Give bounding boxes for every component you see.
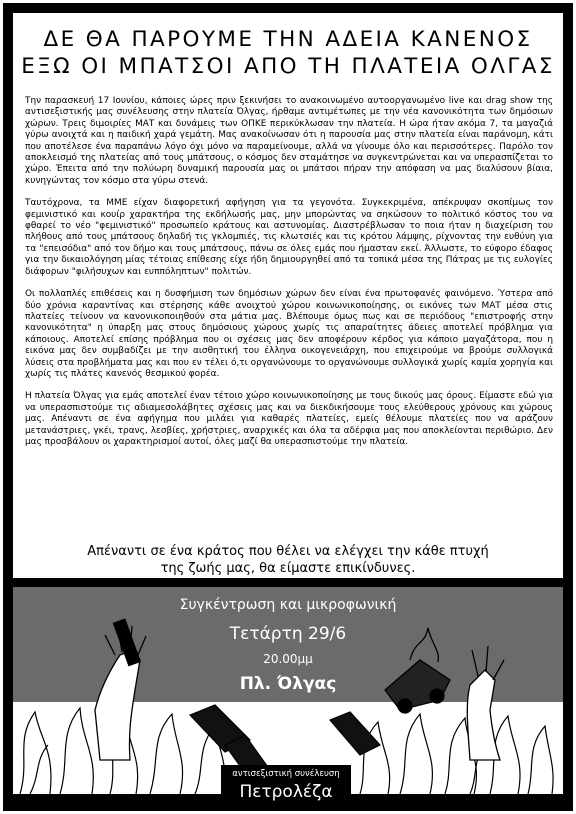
title-line-2: ΕΞΩ ΟΙ ΜΠΑΤΣΟΙ ΑΠΟ ΤΗ ΠΛΑΤΕΙΑ ΟΛΓΑΣ xyxy=(21,54,555,79)
footer-email: petroleza@riseup.net xyxy=(14,796,100,805)
group-logo xyxy=(221,765,351,809)
closing-line-2: της ζωής μας, θα είμαστε επικίνδυνες. xyxy=(160,561,416,576)
title-line-1: ΔΕ ΘΑ ΠΑΡΟΥΜΕ ΤΗΝ ΑΔΕΙΑ ΚΑΝΕΝΟΣ xyxy=(43,27,533,52)
paragraph: Ταυτόχρονα, τα ΜΜΕ είχαν διαφορετική αφήγηση για τα γεγονότα. Συγκεκριμένα, απέκρυψαν σκοπίμως τον φεμινιστικό και κουίρ χαρακτήρα της εκδήλωσής μας, μην μπορώντας να σηκώσουν το πολιτικό κόστος του να φθαρεί το νέο "φεμινιστικό" προσωπείο κράτους και αστυνομίας. Διαστρέβλωσαν το ποια ήταν η διαχείριση του πλήθους από τους μπάτσους δηλαδή τις γκλομπιές, τις κλωτσιές και τις κρότου λάμψης, ρίχνοντας την ευθύνη για τα "επεισόδια" από τον δήμο και τους μπάτσους, πάνω σε όλες εμάς που ήμασταν εκεί. Άλλωστε, το εύφορο έδαφος για την δικαιολόγηση μίας τέτοιας επίθεσης είχε ήδη δημιουργηθεί από τα τοπικά μέσα της Πάτρας με τις ευλογίες διάφορων "φιλήσυχων και ευππόληπτων" πολιτών. xyxy=(25,198,553,277)
closing-statement xyxy=(13,543,563,577)
closing-line-1: Απέναντι σε ένα κράτος που θέλει να ελέγχει την κάθε πτυχή xyxy=(87,544,489,559)
hand-with-burning-car-icon xyxy=(385,628,504,760)
paragraph: Η πλατεία Όλγας για εμάς αποτελεί έναν τέτοιο χώρο κοινωνικοποίησης με τους δικούς μας όρους. Είμαστε εδώ για να υπερασπιστούμε τις αδιαμεσολάβητες σχέσεις μας και να διεκδικήσουμε τους ελεύθερους χρόνους και χώρους μας. Απέναντι σε ένα αφήγημα που μιλάει για καθαρές πλατείες, εμείς θέλουμε πλατείες που να αράζουν μετανάστριες, γκέι, τρανς, λεσβίες, χρήστριες, αναρχικές και όλα τα αδέρφια μας που αποκλείονται περιθώριο. Δεν μας προσβάλουν οι χαρακτηρισμοί αυτοί, όλες μαζί θα υπερασπιστούμε την πλατεία. xyxy=(25,391,553,447)
event-place: Πλ. Όλγας xyxy=(239,674,337,694)
group-subtitle: αντισεξιστική συνέλευση xyxy=(232,769,340,779)
event-day: Τετάρτη 29/6 xyxy=(229,624,347,644)
paragraph: Οι πολλαπλές επιθέσεις και η δυσφήμιση των δημόσιων χώρων δεν είναι ένα πρωτοφανές φαινόμενο. Ύστερα από δύο χρόνια καραντίνας και στέρησης κάθε ανοιχτού χώρου κοινωνικοποίησης, οι εικόνες των ΜΑΤ μέσα στις πλατείες τείνουν να κανονικοποιηθούν στα μάτια μας. Βλέπουμε όμως πως και σε περιόδους "επιστροφής στην κανονικότητα" η ύπαρξη μας στους δημόσιους χώρους χωρίς τις απαραίτητες άδειες αποτελεί πρόβλημα για κάποιους. Αποτελεί επίσης πρόβλημα που οι σχέσεις μας δεν αποφέρουν κέρδος για κάποιο μαγαζάτορα, που η εικόνα μας δεν συμβαδίζει με την αισθητική του έλληνα οικογενειάρχη, που επιχειρούμε να βρούμε συλλογικά λύσεις στα προβλήματα μας και που εν τέλει ό,τι οργανώνουμε το οργανώνουμε συλλογικά χωρίς καμία χορηγία και χωρίς τις πλάτες κανενός θεσμικού φορέα. xyxy=(25,289,553,379)
group-name: Πετρολέζα xyxy=(239,782,333,802)
event-time: 20.00μμ xyxy=(263,652,313,666)
event-name: Συγκέντρωση και μικροφωνική xyxy=(179,597,397,613)
footer-blog: petroleza.blackblogs.org xyxy=(463,796,562,805)
body-text xyxy=(25,96,553,459)
paragraph: Την παρασκευή 17 Ιουνίου, κάποιες ώρες πριν ξεκινήσει το ανακοινωμένο αυτοοργανωμένο live και drag show της αντισεξιστικής μας συνέλευσης στην πλατεία Όλγας, ήρθαμε αντιμέτωπες με την νέα κανονικότητα των δημόσιων χώρων. Τρεις διμοιρίες ΜΑΤ και δυνάμεις των ΟΠΚΕ περικύκλωσαν την πλατεία. Η ώρα ήταν ακόμα 7, τα μαγαζιά γύρω ανοιχτά και η παιδική χαρά γεμάτη. Μας ανακοίνωσαν ότι η παρουσία μας στην πλατεία είναι παράνομη, κάτι που αποτέλεσε ένα παραπάνω λόγο όχι μόνο να παραμείνουμε, αλλά να γίνουμε όλο και περισσότερες. Παρόλο τον αποκλεισμό της πλατείας από τους μπάτσους, ο κόσμος δεν σταμάτησε να συγκεντρώνεται και να υπερασπίζεται το χώρο. Έπειτα από την πολύωρη δυναμική παρουσία μας οι μπάτσοι πήραν την απόφαση να μας διαλύσουν βίαια, κυνηγώντας τον κόσμο στα γύρω στενά. xyxy=(25,96,553,186)
